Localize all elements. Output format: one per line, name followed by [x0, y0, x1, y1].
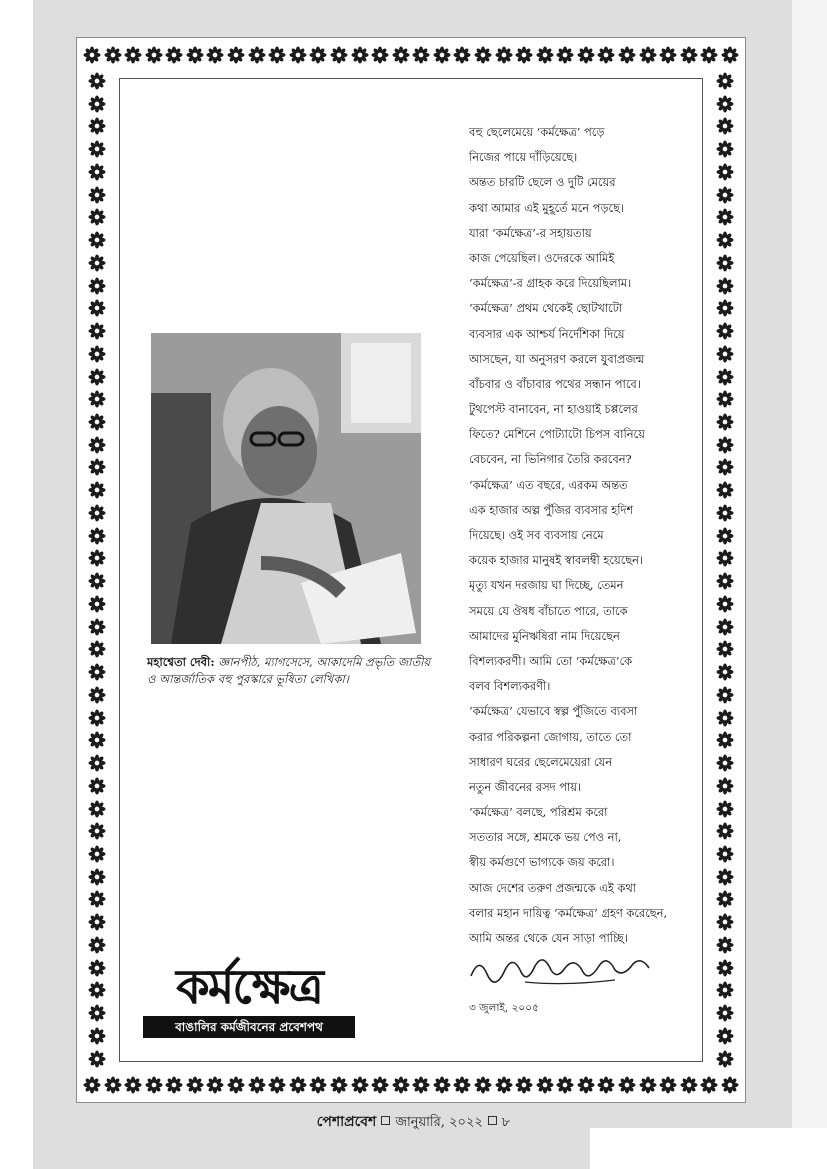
flower-ornament-icon	[88, 208, 106, 226]
flower-ornament-icon	[88, 1004, 106, 1022]
flower-ornament-icon	[88, 777, 106, 795]
logo-title: কর্মক্ষেত্র	[176, 959, 322, 1015]
quote-line: কাজ পেয়েছিল। ওদেরকে আমিই	[469, 250, 615, 265]
flower-ornament-icon	[680, 46, 698, 64]
flower-ornament-icon	[536, 1076, 554, 1094]
flower-ornament-icon	[453, 46, 471, 64]
flower-ornament-icon	[268, 1076, 286, 1094]
flower-ornament-icon	[186, 1076, 204, 1094]
flower-ornament-icon	[83, 1076, 101, 1094]
flower-ornament-icon	[268, 46, 286, 64]
flower-ornament-icon	[88, 458, 106, 476]
flower-ornament-icon	[88, 140, 106, 158]
caption-author-name: মহাশ্বেতা দেবী:	[147, 655, 215, 669]
quote-line: নতুন জীবনের রসদ পায়।	[469, 779, 582, 794]
flower-ornament-icon	[88, 686, 106, 704]
quote-line: বলব বিশল্যকরণী।	[469, 679, 551, 694]
flower-ornament-icon	[88, 618, 106, 636]
flower-ornament-icon	[289, 46, 307, 64]
page-edge	[792, 0, 827, 1169]
quote-line: ফিতে? মেশিনে পোট্যাটো চিপস বানিয়ে	[469, 427, 645, 442]
flower-ornament-icon	[330, 46, 348, 64]
flower-ornament-icon	[597, 1076, 615, 1094]
flower-ornament-icon	[88, 549, 106, 567]
flower-ornament-icon	[88, 890, 106, 908]
flower-ornament-icon	[495, 1076, 513, 1094]
flower-ornament-icon	[639, 1076, 657, 1094]
flower-ornament-icon	[88, 1027, 106, 1045]
flower-ornament-icon	[351, 46, 369, 64]
flower-ornament-icon	[716, 1004, 734, 1022]
flower-ornament-icon	[88, 231, 106, 249]
flower-ornament-icon	[309, 1076, 327, 1094]
flower-ornament-icon	[309, 46, 327, 64]
flower-ornament-icon	[83, 46, 101, 64]
flower-ornament-icon	[88, 322, 106, 340]
flower-ornament-icon	[104, 46, 122, 64]
flower-ornament-icon	[371, 1076, 389, 1094]
flower-ornament-icon	[88, 504, 106, 522]
flower-ornament-icon	[618, 1076, 636, 1094]
quote-line: স্বীয় কর্মগুণে ভাগ্যকে জয় করো।	[469, 855, 615, 870]
quote-line: ‘কর্মক্ষেত্র’ যেভাবে স্বল্প পুঁজিতে ব্যবসা	[469, 704, 638, 719]
quote-line: ব্যবসার এক আশ্চর্য নির্দেশিকা দিয়ে	[469, 326, 625, 341]
quote-line: সময়ে যে ঔষধ বাঁচাতে পারে, তাকে	[469, 603, 628, 618]
flower-ornament-icon	[433, 46, 451, 64]
flower-ornament-icon	[88, 413, 106, 431]
flower-ornament-icon	[716, 959, 734, 977]
flower-ornament-icon	[716, 1050, 734, 1068]
flower-ornament-icon	[206, 1076, 224, 1094]
flower-ornament-icon	[474, 46, 492, 64]
flower-ornament-icon	[88, 868, 106, 886]
flower-ornament-icon	[88, 299, 106, 317]
logo-tagline: বাঙালির কর্মজীবনের প্রবেশপথ	[143, 1016, 355, 1038]
caption-text: জ্ঞানপীঠ, ম্যাগসেসে, আকাদেমি প্রভৃতি জাতীয় ও আন্তর্জাতিক বহু পুরস্কারে ভূষিতা লেখিকা।	[147, 655, 431, 686]
flower-ornament-icon	[618, 46, 636, 64]
flower-ornament-icon	[206, 46, 224, 64]
karmakshetra-logo	[143, 958, 355, 1040]
quote-line: নিজের পায়ে দাঁড়িয়েছে।	[469, 150, 578, 165]
flower-ornament-icon	[716, 72, 734, 90]
quote-line: কয়েক হাজার মানুষই স্বাবলম্বী হয়েছেন।	[469, 553, 644, 568]
page-footer	[0, 1110, 827, 1134]
quote-line: ‘কর্মক্ষেত্র’ প্রথম থেকেই ছোটখাটো	[469, 301, 623, 316]
floral-border-top	[83, 40, 739, 70]
quote-line: সততার সঙ্গে, শ্রমকে ভয় পেও না,	[469, 830, 622, 845]
quote-line: বেচবেন, না ভিনিগার তৈরি করবেন?	[469, 452, 632, 467]
flower-ornament-icon	[88, 595, 106, 613]
separator-box-icon	[488, 1116, 497, 1125]
footer-date: জানুয়ারি, ২০২২	[395, 1115, 483, 1130]
flower-ornament-icon	[721, 1076, 739, 1094]
flower-ornament-icon	[88, 95, 106, 113]
flower-ornament-icon	[453, 1076, 471, 1094]
flower-ornament-icon	[165, 46, 183, 64]
flower-ornament-icon	[639, 46, 657, 64]
flower-ornament-icon	[227, 1076, 245, 1094]
flower-ornament-icon	[88, 254, 106, 272]
flower-ornament-icon	[88, 163, 106, 181]
flower-ornament-icon	[88, 436, 106, 454]
flower-ornament-icon	[88, 117, 106, 135]
flower-ornament-icon	[495, 46, 513, 64]
photo-caption	[147, 654, 437, 688]
flower-ornament-icon	[597, 46, 615, 64]
flower-ornament-icon	[716, 1027, 734, 1045]
flower-ornament-icon	[433, 1076, 451, 1094]
flower-ornament-icon	[88, 527, 106, 545]
flower-ornament-icon	[88, 663, 106, 681]
quote-line: ‘কর্মক্ষেত্র’-র গ্রাহক করে দিয়েছিলাম।	[469, 276, 632, 291]
flower-ornament-icon	[186, 46, 204, 64]
flower-ornament-icon	[700, 46, 718, 64]
flower-ornament-icon	[392, 46, 410, 64]
flower-ornament-icon	[536, 46, 554, 64]
flower-ornament-icon	[412, 46, 430, 64]
floral-border-left	[81, 72, 113, 1068]
quote-line: ‘কর্মক্ষেত্র’ এত বছরে, এরকম অন্তত	[469, 477, 628, 492]
footer-magazine: পেশাপ্রবেশ	[316, 1114, 377, 1130]
quote-line: কথা আমার এই মুহূর্তে মনে পড়ছে।	[469, 200, 625, 215]
quote-line: টুথপেস্ট বানাবেন, না হাওয়াই চপ্পলের	[469, 402, 638, 417]
quote-line: আজ দেশের তরুণ প্রজন্মকে এই কথা	[469, 880, 637, 895]
flower-ornament-icon	[371, 46, 389, 64]
quote-line: সাধারণ ঘরের ছেলেমেয়েরা যেন	[469, 754, 613, 769]
flower-ornament-icon	[227, 46, 245, 64]
advertisement-card	[76, 37, 746, 1103]
flower-ornament-icon	[124, 46, 142, 64]
flower-ornament-icon	[700, 1076, 718, 1094]
author-photo	[151, 333, 421, 644]
flower-ornament-icon	[88, 368, 106, 386]
flower-ornament-icon	[104, 1076, 122, 1094]
quote-line: আমাদের মুনিঋষিরা নাম দিয়েছেন	[469, 628, 620, 643]
quote-line: করার পরিকল্পনা জোগায়, তাতে তো	[469, 729, 632, 744]
flower-ornament-icon	[88, 959, 106, 977]
quote-line: বহু ছেলেমেয়ে ‘কর্মক্ষেত্র’ পড়ে	[469, 125, 605, 139]
flower-ornament-icon	[88, 640, 106, 658]
flower-ornament-icon	[556, 1076, 574, 1094]
flower-ornament-icon	[165, 1076, 183, 1094]
flower-ornament-icon	[88, 845, 106, 863]
flower-ornament-icon	[659, 46, 677, 64]
flower-ornament-icon	[515, 1076, 533, 1094]
flower-ornament-icon	[577, 1076, 595, 1094]
flower-ornament-icon	[248, 1076, 266, 1094]
signature-date: ৩ জুলাই, ২০০৫	[469, 1002, 539, 1014]
page-corner	[590, 1128, 827, 1169]
flower-ornament-icon	[124, 1076, 142, 1094]
flower-ornament-icon	[88, 572, 106, 590]
quote-line: বলার মহান দায়িত্ব ‘কর্মক্ষেত্র’ গ্রহণ করেছেন,	[469, 905, 668, 920]
flower-ornament-icon	[474, 1076, 492, 1094]
flower-ornament-icon	[88, 72, 106, 90]
footer-page-number: ৮	[501, 1115, 511, 1130]
quote-line: যারা ‘কর্মক্ষেত্র’-র সহায়তায়	[469, 225, 592, 240]
flower-ornament-icon	[88, 981, 106, 999]
quote-line: এক হাজার অল্প পুঁজির ব্যবসার হদিশ	[469, 502, 634, 517]
flower-ornament-icon	[330, 1076, 348, 1094]
flower-ornament-icon	[88, 709, 106, 727]
flower-ornament-icon	[716, 95, 734, 113]
flower-ornament-icon	[351, 1076, 369, 1094]
flower-ornament-icon	[88, 936, 106, 954]
flower-ornament-icon	[88, 822, 106, 840]
separator-box-icon	[381, 1116, 390, 1125]
testimonial-quote	[469, 120, 731, 951]
flower-ornament-icon	[88, 754, 106, 772]
flower-ornament-icon	[88, 913, 106, 931]
quote-line: মৃত্যু যখন দরজায় ঘা দিচ্ছে, তেমন	[469, 578, 624, 593]
quote-line: অন্তত চারটি ছেলে ও দুটি মেয়ের	[469, 175, 616, 190]
flower-ornament-icon	[577, 46, 595, 64]
quote-line: আসছেন, যা অনুসরণ করলে যুবাপ্রজন্ম	[469, 351, 645, 366]
quote-line: দিয়েছে। ওই সব ব্যবসায় নেমে	[469, 528, 604, 542]
quote-line: বাঁচবার ও বাঁচাবার পথের সন্ধান পাবে।	[469, 376, 641, 391]
flower-ornament-icon	[88, 1050, 106, 1068]
flower-ornament-icon	[659, 1076, 677, 1094]
floral-border-bottom	[83, 1070, 739, 1100]
flower-ornament-icon	[88, 800, 106, 818]
flower-ornament-icon	[88, 277, 106, 295]
flower-ornament-icon	[392, 1076, 410, 1094]
flower-ornament-icon	[721, 46, 739, 64]
flower-ornament-icon	[88, 186, 106, 204]
flower-ornament-icon	[515, 46, 533, 64]
quote-line: বিশল্যকরণী। আমি তো ‘কর্মক্ষেত্র’কে	[469, 653, 633, 668]
flower-ornament-icon	[556, 46, 574, 64]
quote-line: ‘কর্মক্ষেত্র’ বলছে, পরিশ্রম করো	[469, 805, 608, 820]
quote-line: আমি অন্তর থেকে যেন সাড়া পাচ্ছি।	[469, 931, 628, 945]
flower-ornament-icon	[88, 345, 106, 363]
signature-image	[465, 946, 665, 992]
flower-ornament-icon	[145, 46, 163, 64]
flower-ornament-icon	[680, 1076, 698, 1094]
flower-ornament-icon	[289, 1076, 307, 1094]
flower-ornament-icon	[88, 390, 106, 408]
flower-ornament-icon	[88, 481, 106, 499]
flower-ornament-icon	[248, 46, 266, 64]
flower-ornament-icon	[145, 1076, 163, 1094]
flower-ornament-icon	[88, 731, 106, 749]
flower-ornament-icon	[412, 1076, 430, 1094]
flower-ornament-icon	[716, 981, 734, 999]
